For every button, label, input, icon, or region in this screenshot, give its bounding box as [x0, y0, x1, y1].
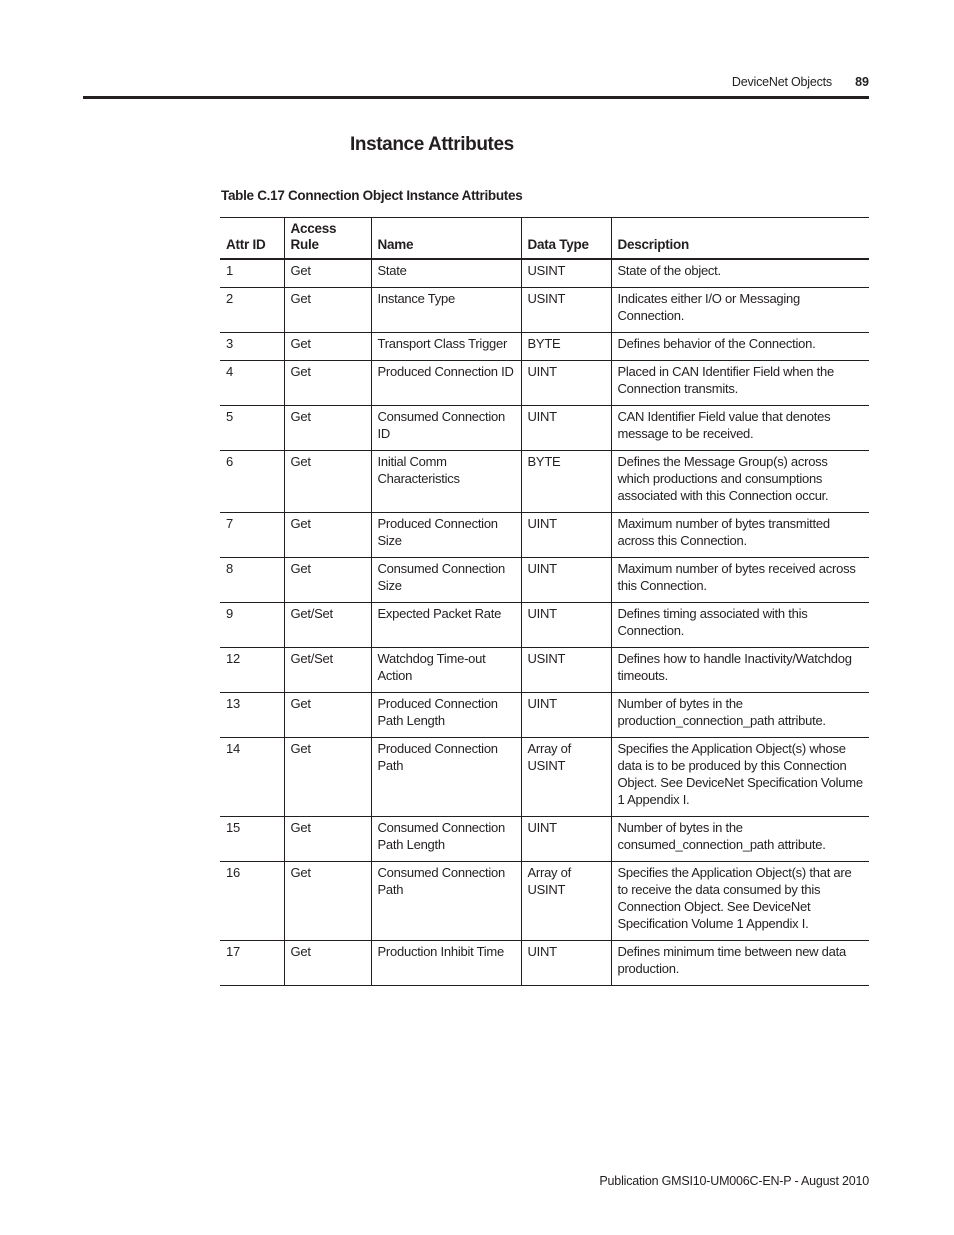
access-rule-cell: Get — [284, 817, 371, 862]
data-type-cell: USINT — [521, 648, 611, 693]
attr-id-cell: 15 — [220, 817, 284, 862]
table-row — [220, 817, 869, 862]
table-row — [220, 558, 869, 603]
name-cell: Instance Type — [371, 288, 521, 333]
description-cell: Maximum number of bytes received across this Connection. — [611, 558, 869, 603]
data-type-cell: UINT — [521, 361, 611, 406]
data-type-cell: UINT — [521, 603, 611, 648]
attr-id-cell: 12 — [220, 648, 284, 693]
table-row — [220, 648, 869, 693]
name-cell: Consumed Connection Path Length — [371, 817, 521, 862]
access-rule-cell: Get — [284, 513, 371, 558]
attr-id-cell: 16 — [220, 862, 284, 941]
table-row — [220, 451, 869, 513]
description-cell: Defines behavior of the Connection. — [611, 333, 869, 361]
attr-id-cell: 4 — [220, 361, 284, 406]
data-type-cell: USINT — [521, 288, 611, 333]
attr-id-cell: 7 — [220, 513, 284, 558]
data-type-cell: UINT — [521, 558, 611, 603]
description-cell: Indicates either I/O or Messaging Connection. — [611, 288, 869, 333]
attr-id-cell: 14 — [220, 738, 284, 817]
table-row — [220, 693, 869, 738]
description-cell: Placed in CAN Identifier Field when the Connection transmits. — [611, 361, 869, 406]
description-cell: Specifies the Application Object(s) that are to receive the data consumed by this Connection Object. See DeviceNet Specification Volume 1 Appendix I. — [611, 862, 869, 941]
attr-id-cell: 3 — [220, 333, 284, 361]
access-rule-cell: Get/Set — [284, 603, 371, 648]
running-header-section: DeviceNet Objects — [731, 75, 832, 89]
description-cell: Number of bytes in the production_connection_path attribute. — [611, 693, 869, 738]
access-rule-cell: Get — [284, 406, 371, 451]
column-header-description: Description — [611, 218, 869, 260]
header-rule — [83, 96, 869, 99]
name-cell: Produced Connection Path — [371, 738, 521, 817]
description-cell: Defines minimum time between new data production. — [611, 941, 869, 986]
table-row — [220, 361, 869, 406]
access-rule-cell: Get — [284, 738, 371, 817]
column-header-access-rule: Access Rule — [284, 218, 371, 260]
footer-publication: Publication GMSI10-UM006C-EN-P - August 2010 — [599, 1174, 869, 1188]
table-caption: Table C.17 Connection Object Instance Attributes — [221, 188, 523, 203]
table-row — [220, 288, 869, 333]
data-type-cell: Array of USINT — [521, 738, 611, 817]
access-rule-cell: Get — [284, 361, 371, 406]
column-header-data-type: Data Type — [521, 218, 611, 260]
name-cell: Initial Comm Characteristics — [371, 451, 521, 513]
data-type-cell: UINT — [521, 513, 611, 558]
name-cell: Produced Connection ID — [371, 361, 521, 406]
page-number: 89 — [855, 75, 869, 89]
name-cell: Produced Connection Size — [371, 513, 521, 558]
access-rule-cell: Get — [284, 451, 371, 513]
description-cell: Defines the Message Group(s) across which productions and consumptions associated with this Connection occur. — [611, 451, 869, 513]
name-cell: Production Inhibit Time — [371, 941, 521, 986]
attr-id-cell: 13 — [220, 693, 284, 738]
description-cell: Defines timing associated with this Connection. — [611, 603, 869, 648]
description-cell: Number of bytes in the consumed_connection_path attribute. — [611, 817, 869, 862]
access-rule-cell: Get — [284, 558, 371, 603]
table-row — [220, 941, 869, 986]
attr-id-cell: 1 — [220, 259, 284, 288]
data-type-cell: UINT — [521, 941, 611, 986]
access-rule-cell: Get — [284, 333, 371, 361]
table-row — [220, 862, 869, 941]
attr-id-cell: 17 — [220, 941, 284, 986]
data-type-cell: USINT — [521, 259, 611, 288]
description-cell: Maximum number of bytes transmitted across this Connection. — [611, 513, 869, 558]
section-title: Instance Attributes — [350, 134, 514, 155]
table-row — [220, 603, 869, 648]
attr-id-cell: 9 — [220, 603, 284, 648]
name-cell: State — [371, 259, 521, 288]
table-row — [220, 738, 869, 817]
attr-id-cell: 5 — [220, 406, 284, 451]
description-cell: Defines how to handle Inactivity/Watchdog timeouts. — [611, 648, 869, 693]
data-type-cell: UINT — [521, 817, 611, 862]
access-rule-cell: Get — [284, 259, 371, 288]
access-rule-cell: Get — [284, 288, 371, 333]
attributes-table — [220, 217, 869, 986]
table-header — [220, 218, 869, 260]
name-cell: Produced Connection Path Length — [371, 693, 521, 738]
data-type-cell: UINT — [521, 406, 611, 451]
name-cell: Consumed Connection ID — [371, 406, 521, 451]
name-cell: Watchdog Time-out Action — [371, 648, 521, 693]
table-row — [220, 406, 869, 451]
description-cell: Specifies the Application Object(s) whose data is to be produced by this Connection Object. See DeviceNet Specification Volume 1 Appendix I. — [611, 738, 869, 817]
table-header-row — [220, 218, 869, 260]
data-type-cell: UINT — [521, 693, 611, 738]
description-cell: CAN Identifier Field value that denotes message to be received. — [611, 406, 869, 451]
table-row — [220, 513, 869, 558]
data-type-cell: BYTE — [521, 333, 611, 361]
access-rule-cell: Get — [284, 693, 371, 738]
data-type-cell: Array of USINT — [521, 862, 611, 941]
name-cell: Consumed Connection Size — [371, 558, 521, 603]
access-rule-cell: Get/Set — [284, 648, 371, 693]
name-cell: Consumed Connection Path — [371, 862, 521, 941]
table-body — [220, 259, 869, 986]
description-cell: State of the object. — [611, 259, 869, 288]
table-row — [220, 259, 869, 288]
column-header-attr-id: Attr ID — [220, 218, 284, 260]
data-type-cell: BYTE — [521, 451, 611, 513]
name-cell: Expected Packet Rate — [371, 603, 521, 648]
name-cell: Transport Class Trigger — [371, 333, 521, 361]
column-header-name: Name — [371, 218, 521, 260]
attr-id-cell: 8 — [220, 558, 284, 603]
access-rule-cell: Get — [284, 941, 371, 986]
attr-id-cell: 6 — [220, 451, 284, 513]
access-rule-cell: Get — [284, 862, 371, 941]
table-row — [220, 333, 869, 361]
attr-id-cell: 2 — [220, 288, 284, 333]
